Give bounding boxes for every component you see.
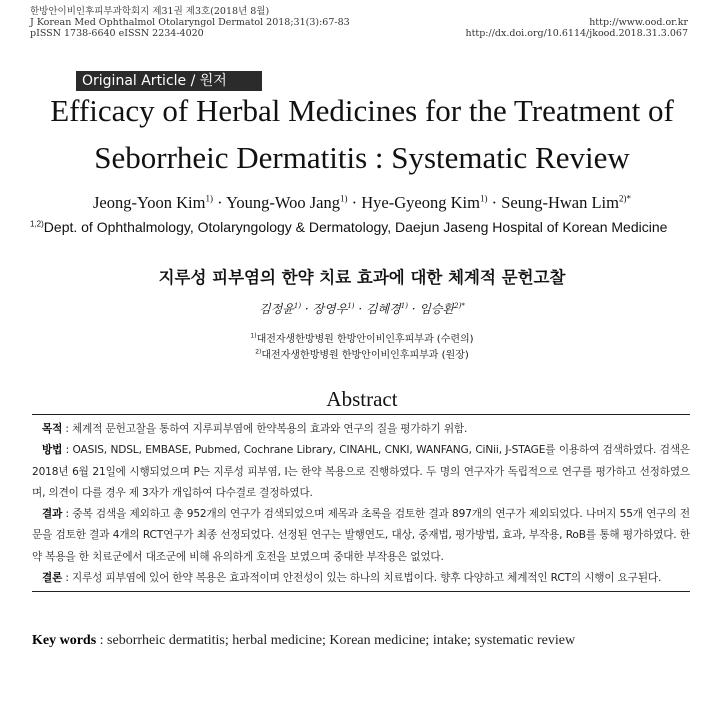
section-text: : OASIS, NDSL, EMBASE, Pubmed, Cochrane Library, CINAHL, CNKI, WANFANG, CiNii, J-STAGE를 이용하여 검색하였다. 검색은 2018년 6월 21일에 시행되었으며 P는 지루성 피부염, I는 한약 복용으로 진행하였다. 두 명의 연구자가 독립적으로 연구를 평가하고 선정하였으며, 의견이 다를 경우 제 3자가 개입하여 다수결로 결정하였다.	[32, 444, 690, 499]
author-name: Seung-Hwan Lim	[501, 193, 619, 212]
keywords-line	[32, 633, 692, 649]
paper-title-line-1: Efficacy of Herbal Medicines for the Treatment of	[50, 93, 674, 128]
abstract-heading: Abstract	[326, 387, 398, 411]
journal-website-link[interactable]: http://www.ood.or.kr	[589, 17, 688, 28]
korean-author-name: 김혜경	[365, 302, 401, 316]
author-affiliation-mark: 1)	[205, 193, 213, 204]
korean-affiliation-2	[0, 346, 724, 361]
author-separator: ·	[212, 193, 227, 212]
korean-title: 지루성 피부염의 한약 치료 효과에 대한 체계적 문헌고찰	[158, 268, 566, 287]
section-text: : 체계적 문헌고찰을 통하여 지루피부염에 한약복용의 효과와 연구의 질을 평가하기 위함.	[62, 423, 468, 435]
korean-affiliation-1	[0, 330, 724, 345]
author-separator: ·	[407, 302, 420, 316]
author-name: Hye-Gyeong Kim	[361, 193, 480, 212]
author-separator: ·	[301, 302, 313, 316]
abstract-conclusion	[32, 568, 690, 589]
paper-title-line-2: Seborrheic Dermatitis : Systematic Review	[94, 140, 630, 175]
author-affiliation	[30, 219, 694, 235]
korean-author-mark: 1)	[400, 302, 408, 310]
article-type-badge: Original Article / 원저	[76, 71, 262, 91]
section-label: 목적	[42, 423, 63, 435]
section-label: 결론	[42, 572, 63, 585]
korean-author-list	[0, 300, 724, 317]
affiliation-mark: 1,2)	[30, 219, 44, 229]
journal-citation: J Korean Med Ophthalmol Otolaryngol Dermatol 2018;31(3):67-83	[30, 17, 350, 28]
journal-header-right	[465, 17, 688, 39]
author-separator: ·	[354, 302, 366, 316]
affiliation-text: Dept. of Ophthalmology, Otolaryngology & Dermatology, Daejun Jaseng Hospital of Korean Medicine	[43, 219, 668, 235]
abstract-body	[32, 414, 690, 592]
abstract-methods	[32, 440, 690, 504]
author-separator: ·	[347, 193, 362, 212]
affiliation-text: 대전자생한방병원 한방안이비인후피부과 (수련의)	[256, 334, 474, 345]
issn-line: pISSN 1738-6640 eISSN 2234-4020	[30, 28, 204, 39]
korean-author-name: 장영우	[312, 302, 348, 316]
author-affiliation-mark: 2)*	[618, 193, 631, 204]
abstract-results	[32, 504, 690, 568]
journal-korean-name: 한방안이비인후피부과학회지 제31권 제3호(2018년 8월)	[30, 6, 270, 17]
korean-author-name: 임승환	[419, 302, 455, 316]
korean-author-mark: 1)	[347, 302, 355, 310]
section-label: 결과	[42, 508, 63, 521]
section-text: : 중복 검색을 제외하고 총 952개의 연구가 검색되었으며 제목과 초록을 검토한 결과 897개의 연구가 제외되었다. 나머지 55개 연구의 전문을 검토한 결과 4개의 RCT연구가 최종 선정되었다. 선정된 연구는 발행연도, 대상, 중재법, 평가방법, 효과, 부작용, RoB를 통해 평가하였다. 한약 복용을 한 치료군에서 대조군에 비해 유의하게 호전을 보였으며 중대한 부작용은 없었다.	[32, 508, 690, 563]
section-text: : 지루성 피부염에 있어 한약 복용은 효과적이며 안전성이 있는 하나의 치료법이다. 향후 다양하고 체계적인 RCT의 시행이 요구된다.	[62, 572, 662, 585]
author-name: Jeong-Yoon Kim	[93, 193, 206, 212]
section-label: 방법	[42, 444, 63, 457]
keywords-label: Key words	[32, 633, 97, 648]
author-list	[0, 193, 724, 213]
abstract-purpose	[32, 419, 690, 440]
korean-author-mark: 1)	[293, 302, 302, 310]
author-affiliation-mark: 1)	[479, 193, 488, 204]
author-name: Young-Woo Jang	[226, 193, 341, 212]
korean-author-mark: 2)*	[454, 302, 465, 310]
korean-author-name: 김정윤	[259, 302, 294, 316]
journal-header-left	[30, 6, 350, 39]
author-separator: ·	[487, 193, 502, 212]
affiliation-mark: 1)	[250, 332, 257, 340]
affiliation-text: 대전자생한방병원 한방안이비인후피부과 (원장)	[261, 350, 469, 361]
author-affiliation-mark: 1)	[340, 193, 348, 204]
doi-link[interactable]: http://dx.doi.org/10.6114/jkood.2018.31.3.067	[465, 28, 688, 39]
affiliation-mark: 2)	[255, 348, 262, 356]
keywords-text: : seborrheic dermatitis; herbal medicine; Korean medicine; intake; systematic review	[96, 633, 576, 648]
